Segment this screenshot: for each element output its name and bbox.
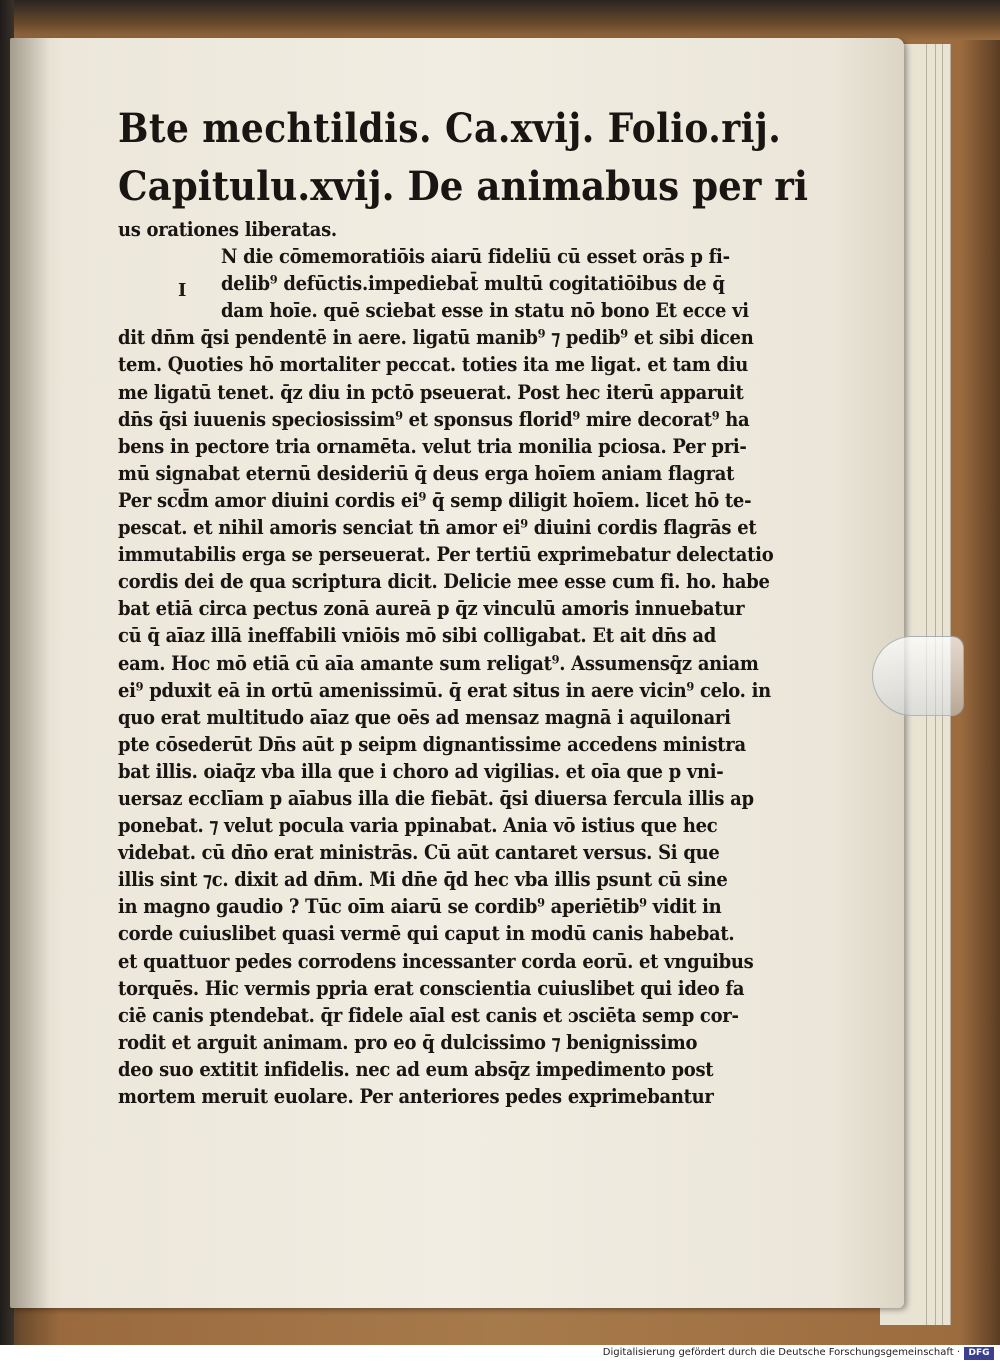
text-line: eam. Hoc mō etiā cū aīa amante sum religat⁹. Assumensq̄z aniam [118, 651, 759, 675]
text-line: videbat. cū dn̄o erat ministrās. Cū aūt cantaret versus. Si que [118, 841, 720, 865]
text-line: bens in pectore tria ornamēta. velut tria monilia pciosa. Per pri- [118, 434, 747, 458]
gutter-shadow [10, 38, 50, 1308]
text-line: dn̄s q̄si iuuenis speciosissim⁹ et sponsus florid⁹ mire decorat⁹ ha [118, 407, 750, 431]
text-line: tem. Quoties hō mortaliter peccat. toties ita me ligat. et tam diu [118, 353, 749, 377]
text-line: deo suo extitit infidelis. nec ad eum absq̄z impedimento post [118, 1057, 714, 1081]
text-line: cū q̄ aīaz illā ineffabili vniōis mō sibi colligabat. Et ait dn̄s ad [118, 624, 717, 648]
text-line: mortem meruit euolare. Per anteriores pedes exprimebantur [118, 1085, 714, 1108]
chapter-heading: Capitulu.xvij. De animabus per ri [118, 163, 809, 210]
text-block [118, 100, 809, 1110]
footer-bar [0, 1345, 1000, 1363]
funding-credit: Digitalisierung gefördert durch die Deutsche Forschungsgemeinschaft · [602, 1347, 960, 1358]
text-line: rodit et arguit animam. pro eo q̄ dulcissimo ⁊ benignissimo [118, 1030, 698, 1054]
text-line: N die cōmemoratiōis aiarū fideliū cū esset orās p fi- [221, 245, 730, 269]
dfg-logo: DFG [964, 1347, 994, 1360]
text-line: delib⁹ defūctis.impediebat̄ multū cogitatiōibus de q̄ [221, 272, 725, 296]
text-line: bat illis. oiaq̄z vba illa que i choro ad vigilias. et oīa que p vni- [118, 759, 724, 783]
text-line: pescat. et nihil amoris senciat tn̄ amor ei⁹ diuini cordis flagrās et [118, 516, 757, 540]
text-line: torquēs. Hic vermis ppria erat conscientia cuiuslibet qui ideo fa [118, 976, 745, 1000]
text-line: cordis dei de qua scriptura dicit. Delicie mee esse cum fi. ho. habe [118, 570, 770, 594]
guide-letter: I [178, 280, 187, 301]
text-line: dit dn̄m q̄si pendentē in aere. ligatū manib⁹ ⁊ pedib⁹ et sibi dicen [118, 326, 754, 350]
text-line: uersaz ecclīam p aīabus illa die fiebāt. q̄si diuersa fercula illis ap [118, 786, 754, 810]
text-line: ponebat. ⁊ velut pocula varia ppinabat. Ania vō istius que hec [118, 814, 718, 838]
body-text [118, 216, 774, 1110]
text-line: dam hoīe. quē sciebat esse in statu nō bono Et ecce vi [221, 299, 749, 323]
text-line: us orationes liberatas. [118, 218, 337, 241]
text-line: Per scd̄m amor diuini cordis ei⁹ q̄ semp diligit hoīem. licet hō te- [118, 488, 752, 512]
text-line: et quattuor pedes corrodens incessanter corda eorū. et vnguibus [118, 949, 754, 973]
text-line: immutabilis erga se perseuerat. Per tertiū exprimebatur delectatio [118, 543, 774, 567]
text-line: mū signabat eternū desideriū q̄ deus erga hoīem aniam flagrat [118, 461, 735, 485]
text-line: ciē canis ptendebat. q̄r fidele aīal est canis et ɔsciēta semp cor- [118, 1003, 739, 1027]
page-clip [872, 636, 964, 716]
running-head: Bte mechtildis. Ca.xvij. Folio.rij. [118, 105, 782, 152]
text-line: quo erat multitudo aīaz que oēs ad mensaz magnā i aquilonari [118, 705, 731, 729]
book-cover-edge [0, 0, 1000, 40]
text-line: ei⁹ pduxit eā in ortū amenissimū. q̄ erat situs in aere vicin⁹ celo. in [118, 678, 771, 702]
text-line: bat etiā circa pectus zonā aureā p q̄z vinculū amoris innuebatur [118, 597, 745, 621]
text-line: in magno gaudio ? Tūc oīm aiarū se cordib⁹ aperiētib⁹ vidit in [118, 895, 722, 919]
text-line: pte cōsederūt Dn̄s aūt p seipm dignantissime accedens ministra [118, 732, 746, 756]
text-line: illis sint ⁊c. dixit ad dn̄m. Mi dn̄e q̄d hec vba illis psunt cū sine [118, 868, 728, 892]
text-line: corde cuiuslibet quasi vermē qui caput in modū canis habebat. [118, 922, 735, 946]
text-line: me ligatū tenet. q̄z diu in pctō pseuerat. Post hec iterū apparuit [118, 380, 744, 404]
